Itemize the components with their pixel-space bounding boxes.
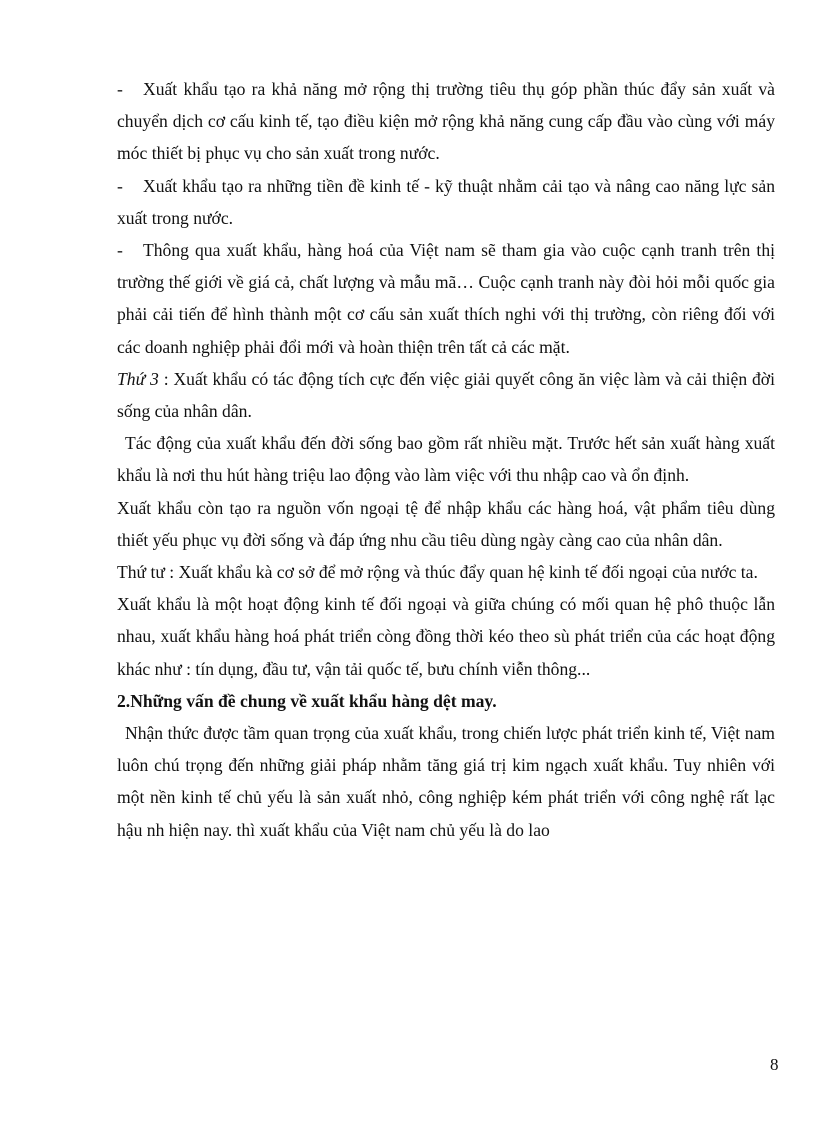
document-body: [117, 73, 775, 846]
bullet-text-1: Xuất khẩu tạo ra khả năng mở rộng thị trường tiêu thụ góp phần thúc đẩy sản xuất và chuyển dịch cơ cấu kinh tế, tạo điều kiện mở rộng khả năng cung cấp đầu vào cùng với máy móc thiết bị phục vụ cho sản xuất trong nước.: [117, 79, 775, 164]
section-heading: 2.Những vấn đề chung về xuất khẩu hàng dệt may.: [117, 690, 497, 711]
paragraph-thu-tu: Thứ tư : Xuất khẩu kà cơ sở để mở rộng và thúc đẩy quan hệ kinh tế đối ngoại của nước ta.: [117, 562, 758, 583]
bullet-text-3: Thông qua xuất khẩu, hàng hoá của Việt nam sẽ tham gia vào cuộc cạnh tranh trên thị trường thế giới về giá cả, chất lượng và mẫu mã… Cuộc cạnh tranh này đòi hỏi mỗi quốc gia phải cải tiến để hình thành một cơ cấu sản xuất thích nghi với thị trường, còn riêng đối với các doanh nghiệp phải đổi mới và hoàn thiện trên tất cả các mặt.: [117, 240, 775, 357]
bullet-dash: -: [117, 240, 123, 261]
bullet-dash: -: [117, 175, 123, 196]
page-number: 8: [770, 1055, 779, 1074]
bullet-dash: -: [117, 79, 123, 99]
bullet-paragraph-2: [117, 170, 775, 234]
bullet-paragraph-1: [117, 73, 775, 170]
thu-3-label: Thứ 3: [117, 368, 159, 389]
paragraph-impact: Tác động của xuất khẩu đến đời sống bao gồm rất nhiều mặt. Trước hết sản xuất hàng xuất khẩu là nơi thu hút hàng triệu lao động vào làm việc với thu nhập cao và ổn định.: [117, 433, 775, 486]
bullet-paragraph-3: [117, 234, 775, 363]
paragraph-awareness: Nhận thức được tầm quan trọng của xuất khẩu, trong chiến lược phát triển kinh tế, Việt nam luôn chú trọng đến những giải pháp nhằm tăng giá trị kim ngạch xuất khẩu. Tuy nhiên với một nền kinh tế chủ yếu là sản xuất nhỏ, công nghiệp kém phát triển với công nghệ rất lạc hậu nh hiện nay. thì xuất khẩu của Việt nam chủ yếu là do lao: [117, 723, 775, 840]
paragraph-foreign-currency: Xuất khẩu còn tạo ra nguồn vốn ngoại tệ để nhập khẩu các hàng hoá, vật phẩm tiêu dùng thiết yếu phục vụ đời sống và đáp ứng nhu cầu tiêu dùng ngày càng cao của nhân dân.: [117, 497, 775, 550]
bullet-text-2: Xuất khẩu tạo ra những tiền đề kinh tế - kỹ thuật nhằm cải tạo và nâng cao năng lực sản xuất trong nước.: [117, 175, 775, 228]
paragraph-thu-3: [117, 363, 775, 427]
paragraph-foreign-relations: Xuất khẩu là một hoạt động kinh tế đối ngoại và giữa chúng có mối quan hệ phô thuộc lẫn nhau, xuất khẩu hàng hoá phát triển còng đồng thời kéo theo sù phát triển của các hoạt động khác như : tín dụng, đầu tư, vận tải quốc tế, bưu chính viễn thông...: [117, 594, 775, 679]
thu-3-text: : Xuất khẩu có tác động tích cực đến việc giải quyết công ăn việc làm và cải thiện đời sống của nhân dân.: [117, 368, 776, 422]
